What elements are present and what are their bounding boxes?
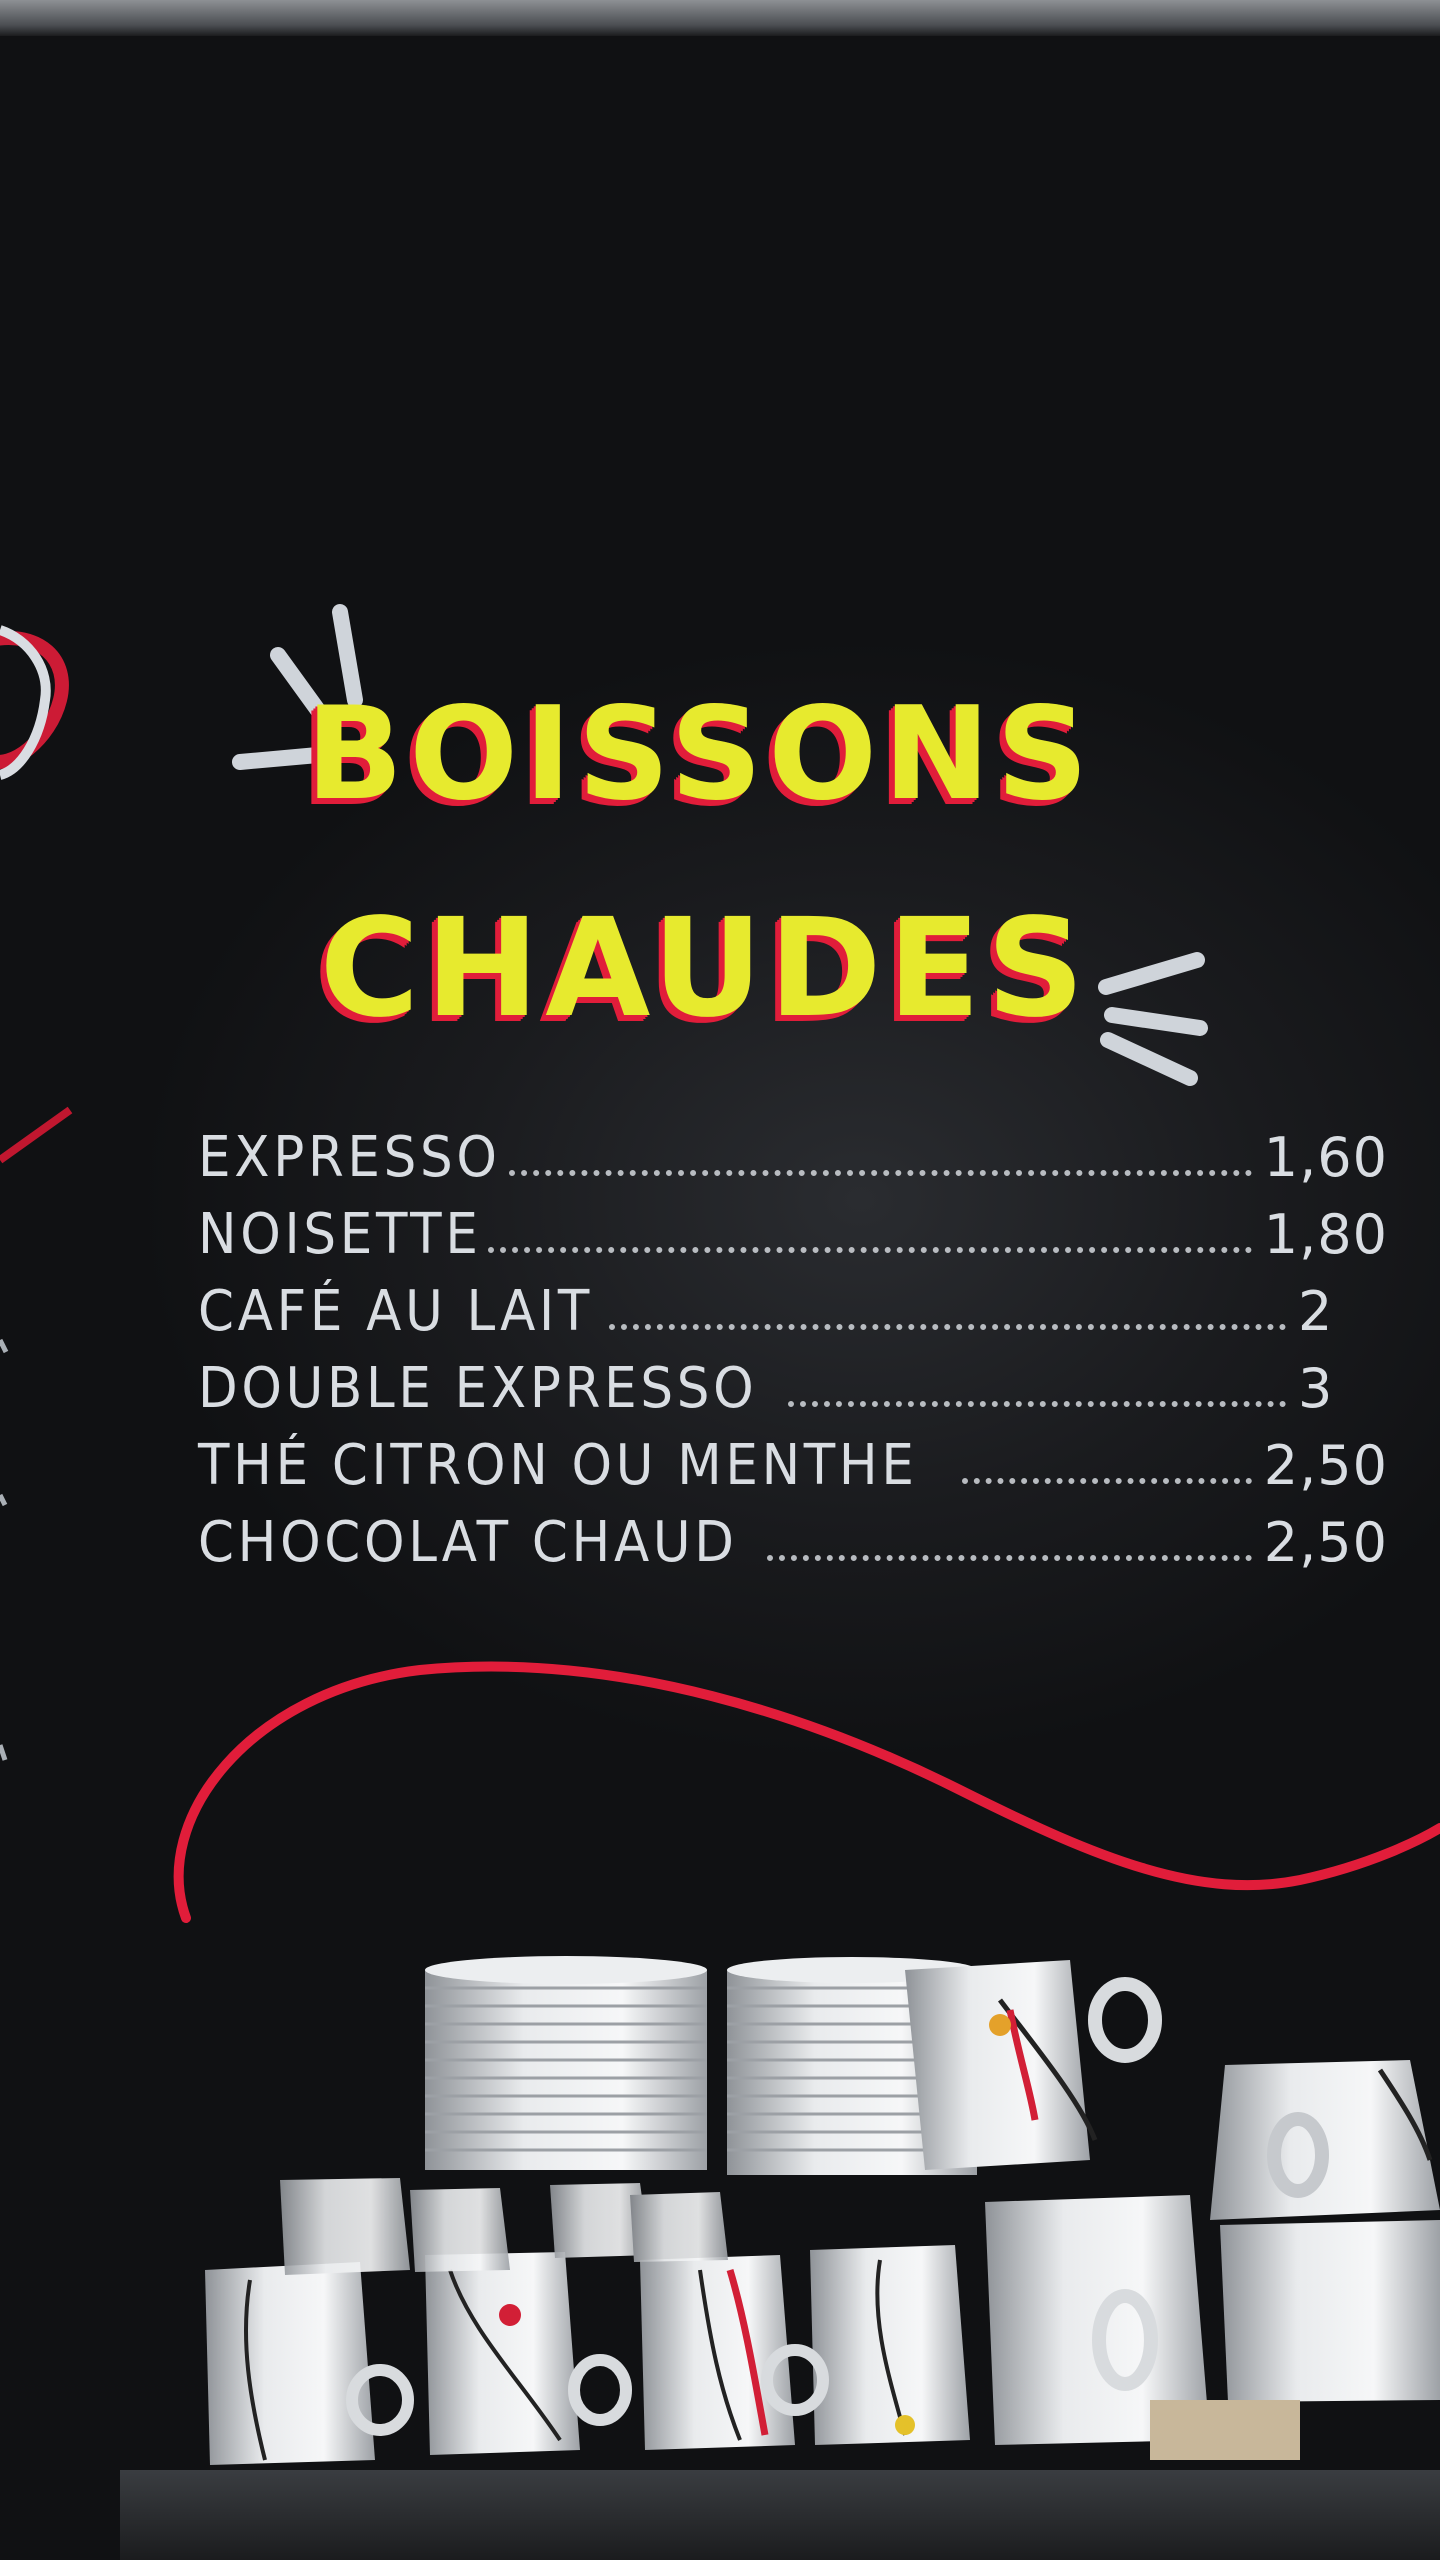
counter-surface	[120, 2470, 1440, 2560]
menu-item-price: 1,60	[1263, 1126, 1388, 1189]
menu-item	[198, 1125, 1388, 1202]
espresso-cup	[280, 2178, 728, 2275]
menu-item-name: NOISETTE	[198, 1202, 482, 1267]
menu-item-price: 2,50	[1263, 1511, 1388, 1574]
large-cup	[905, 1960, 1155, 2170]
menu-item-name: THÉ CITRON OU MENTHE	[198, 1433, 918, 1498]
menu-item-price: 3	[1298, 1357, 1334, 1420]
menu-item	[198, 1510, 1388, 1587]
menu-item	[198, 1279, 1388, 1356]
large-cup	[1210, 2060, 1440, 2220]
dotted-leader	[962, 1478, 1252, 1484]
edge-chalk-mark	[0, 1745, 5, 1760]
menu-title-line1: BOISSONS	[305, 680, 1095, 829]
menu-item-name: CHOCOLAT CHAUD	[198, 1510, 738, 1575]
large-cup	[1220, 2220, 1440, 2402]
menu-item-name: CAFÉ AU LAIT	[198, 1279, 594, 1344]
espresso-cup	[767, 2245, 970, 2445]
saucer-stack	[425, 1956, 707, 2170]
menu-item-price: 2	[1298, 1280, 1334, 1343]
dotted-leader	[509, 1170, 1252, 1176]
left-red-stroke	[0, 1110, 70, 1160]
dotted-leader	[788, 1401, 1286, 1407]
menu-item	[198, 1202, 1388, 1279]
menu-item	[198, 1433, 1388, 1510]
cups-and-saucers	[0, 1940, 1440, 2560]
drinks-menu-list	[198, 1125, 1388, 1587]
dotted-leader	[767, 1555, 1252, 1561]
dotted-leader	[488, 1247, 1252, 1253]
menu-item	[198, 1356, 1388, 1433]
menu-item-name: DOUBLE EXPRESSO	[198, 1356, 758, 1421]
espresso-cup	[425, 2252, 626, 2455]
espresso-cup	[640, 2255, 795, 2450]
edge-chalk-mark	[0, 1495, 5, 1505]
edge-chalk-mark	[0, 1340, 6, 1352]
menu-title-line2: CHAUDES	[319, 890, 1091, 1048]
dotted-leader	[609, 1324, 1286, 1330]
red-swoosh-line	[179, 1667, 1440, 1918]
espresso-cup	[205, 2262, 408, 2465]
menu-item-price: 2,50	[1263, 1434, 1388, 1497]
menu-item-name: EXPRESSO	[198, 1125, 501, 1190]
menu-item-price: 1,80	[1263, 1203, 1388, 1266]
wood-tag	[1150, 2400, 1300, 2460]
